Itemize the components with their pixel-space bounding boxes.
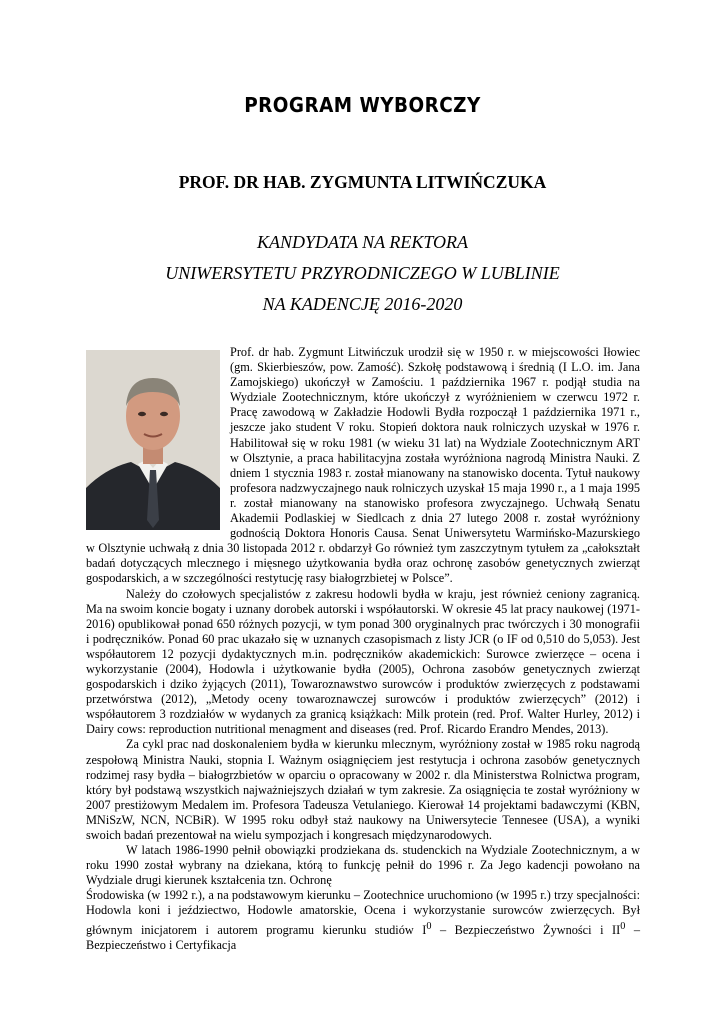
paragraph-biography: Prof. dr hab. Zygmunt Litwińczuk urodził się w 1950 r. w miejscowości Iłowiec (gm. Skierbieszów, pow. Zamość). Szkołę podstawową i średnią (I L.O. im. Jana Zamojskiego) ukończył w Zamościu. 1 października 1967 r. podjął studia na Wydziale Zootechnicznym, które ukończył z wyróżnieniem w czerwcu 1972 r. Pracę zawodową w Zakładzie Hodowli Bydła rozpoczął 1 października 1971 r., jeszcze jako student V roku. Stopień doktora nauk rolniczych uzyskał w 1976 r. Habilitował się w roku 1981 (w wieku 31 lat) na Wydziale Zootechnicznym ART w Olsztynie, a praca habilitacyjna została wyróżniona nagrodą Ministra Nauki. Z dniem 1 stycznia 1983 r. został mianowany na stanowisko docenta. Tytuł naukowy profesora nadzwyczajnego nauk rolniczych uzyskał 15 maja 1990 r., a 1 maja 1995 r. został mianowany na stanowisko profesora zwyczajnego. Uchwałą Senatu Akademii Podlaskiej w Siedlcach z dnia 27 lutego 2008 r. został wyróżniony godnością Doktora Honoris Causa. Senat Uniwersytetu Warmińsko-Mazurskiego w Olsztynie uchwałą z dnia 30 listopada 2012 r. obdarzył Go również tym zaszczytnym tytułem za „całokształt badań dotyczących mlecznego i mięsnego użytkowania bydła oraz ochronę zasobów genetycznych zwierząt gospodarskich, a w szczególności restytucję rasy białogrzbietej w Polsce”. [86,345,640,586]
document-title: PROGRAM WYBORCZY [244,93,481,117]
paragraph-dean: W latach 1986-1990 pełnił obowiązki prodziekana ds. studenckich na Wydziale Zootechnicznym, a w roku 1990 został wybrany na dziekana, którą to funkcję pełnił do 1996 r. Za Jego kadencji powołano na Wydziale drugi kierunek kształcenia tzn. Ochronę [86,843,640,888]
superscript-1: 0 [426,920,432,932]
paragraph-achievements: Należy do czołowych specjalistów z zakresu hodowli bydła w kraju, jest również ceniony zagranicą. Ma na swoim koncie bogaty i uznany dorobek autorski i współautorski. W okresie 45 lat pracy naukowej (1971-2016) opublikował ponad 650 różnych pozycji, w tym ponad 300 oryginalnych prac twórczych i 30 monografii i podręczników. Ponad 60 prac ukazało się w uznanych czasopismach z listy JCR (o IF od 0,510 do 5,053). Jest współautorem 12 pozycji dydaktycznych m.in. podręczników akademickich: Surowce zwierzęce – ocena i wykorzystanie (2004), Hodowla i użytkowanie bydła (2005), Ochrona zasobów genetycznych zwierząt gospodarskich i dziko żyjących (2011), Towaroznawstwo surowców i produktów zwierzęcych z podstawami przetwórstwa (2012), „Metody oceny towaroznawczej surowców i produktów zwierzęcych” (2012) i współautorem 3 rozdziałów w wydanych za granicą książkach: Milk protein (red. Prof. Walter Hurley, 2012) i Dairy cows: reproduction nutritional menagment and diseases (red. Prof. Ricardo Erandro Mendes, 2013). [86,586,640,737]
candidate-name: PROF. DR HAB. ZYGMUNTA LITWIŃCZUKA [178,172,547,192]
subtitle-line-1: KANDYDATA NA REKTORA [256,232,469,252]
portrait-photo-icon [86,350,220,530]
specializations-text-2: – Bezpieczeństwo Żywności i II [431,922,621,937]
specializations-text: Środowiska (w 1992 r.), a na podstawowym kierunku – Zootechnice uruchomiono (w 1995 r.) trzy specjalności: Hodowla koni i jeździectwo, Hodowle amatorskie, Ocena i wykorzystanie surowców zwierzęcych. Był głównym inicjatorem i autorem programu kierunku studiów I [86,888,640,937]
document-body [86,345,640,953]
subtitle-line-2: UNIWERSYTETU PRZYRODNICZEGO W LUBLINIE [165,263,560,283]
paragraph-specializations [86,888,640,952]
paragraph-awards: Za cykl prac nad doskonaleniem bydła w kierunku mlecznym, wyróżniony został w 1985 roku nagrodą zespołową Ministra Nauki, stopnia I. Ważnym osiągnięciem jest restytucja i ochrona zasobów genetycznych rodzimej rasy bydła – białogrzbietów w oparciu o opracowany w 2002 r. dla Ministerstwa Rolnictwa program, który był podstawą wszystkich najważniejszych działań w tym zakresie. Za osiągnięcia te został wyróżniony w 2007 prestiżowym Medalem im. Profesora Tadeusza Vetulaniego. Kierował 14 projektami badawczymi (KBN, MNiSzW, NCN, NCBiR). W 1995 roku odbył staż naukowy na Uniwersytecie Tennesee (USA), a wyniki swoich badań prezentował na wielu sympozjach i kongresach międzynarodowych. [86,737,640,842]
subtitle-line-3: NA KADENCJĘ 2016-2020 [262,294,463,314]
superscript-2: 0 [620,920,626,932]
specializations-text-3: – Bezpieczeństwo i Certyfikacja [86,922,640,952]
